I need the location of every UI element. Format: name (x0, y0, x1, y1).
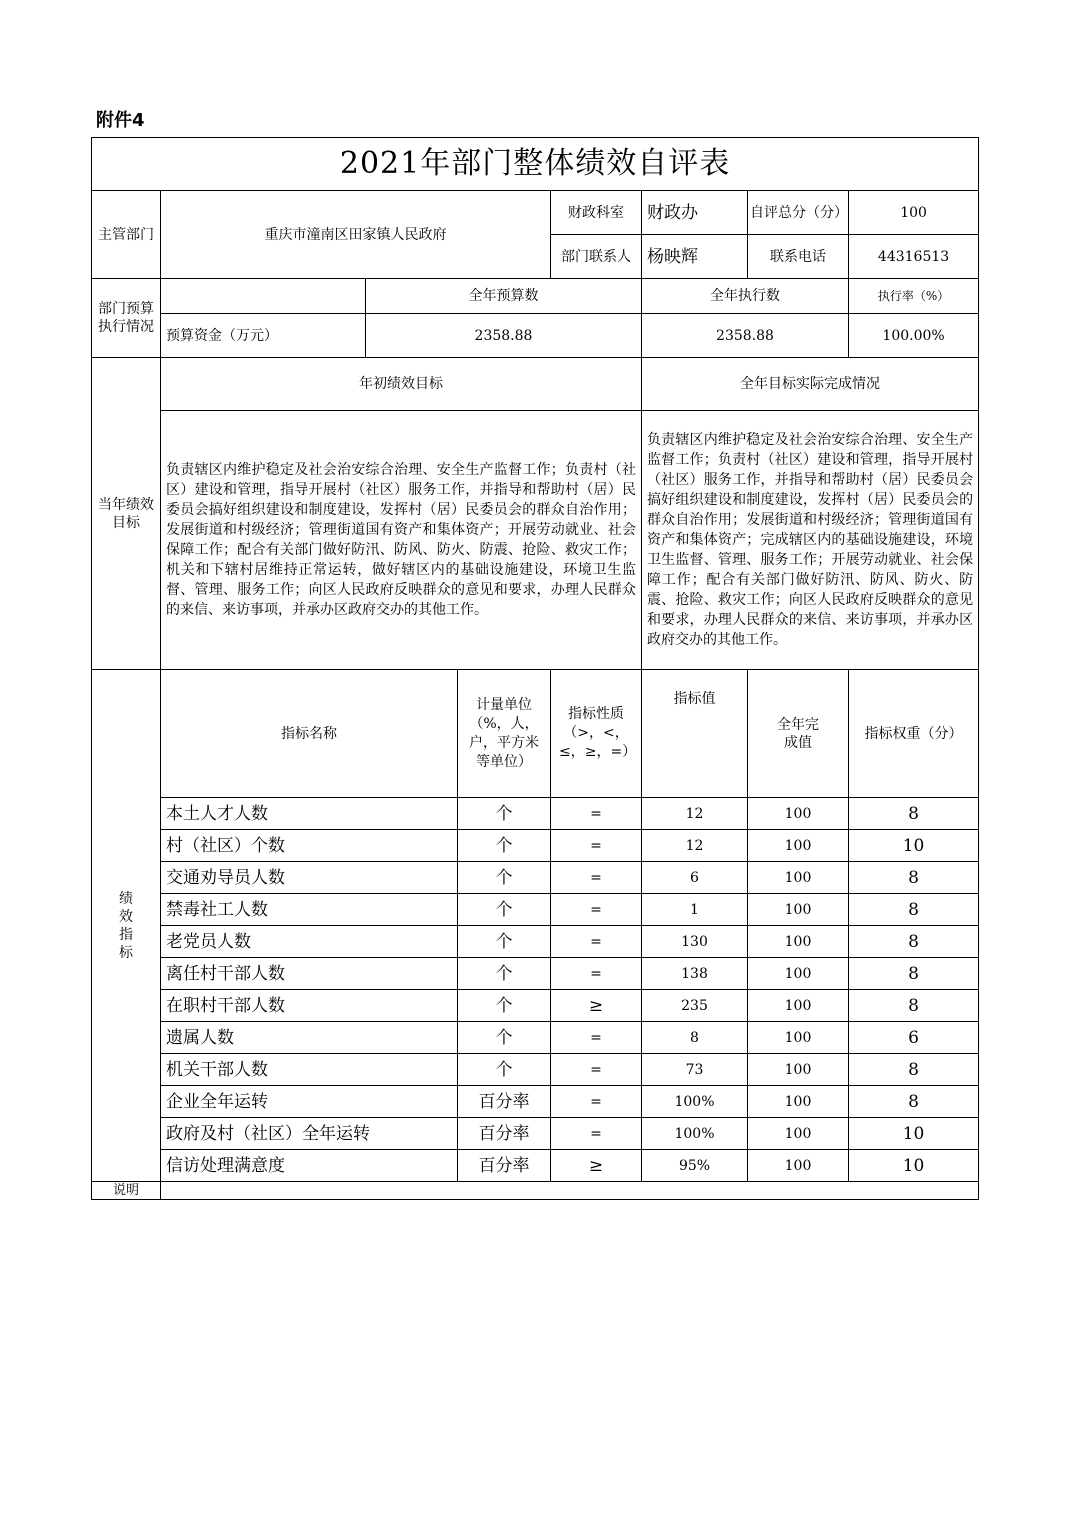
indicator-nature: = (551, 1086, 642, 1118)
indicator-name: 本土人才人数 (161, 798, 458, 830)
indicator-weight: 8 (849, 862, 979, 894)
header-nature: 指标性质（>，<，≤，≥，=） (551, 670, 642, 798)
indicator-unit: 百分率 (458, 1150, 551, 1182)
indicator-unit: 个 (458, 926, 551, 958)
phone-label: 联系电话 (748, 235, 849, 279)
indicator-name: 交通劝导员人数 (161, 862, 458, 894)
indicator-name: 禁毒社工人数 (161, 894, 458, 926)
indicator-value: 12 (642, 830, 748, 862)
table-row (92, 862, 979, 894)
dept-label: 主管部门 (92, 191, 161, 279)
table-row (92, 1150, 979, 1182)
indicator-nature: ≥ (551, 1150, 642, 1182)
indicator-completed: 100 (748, 958, 849, 990)
indicator-completed: 100 (748, 1054, 849, 1086)
indicator-value: 12 (642, 798, 748, 830)
indicator-completed: 100 (748, 990, 849, 1022)
indicator-value: 130 (642, 926, 748, 958)
indicator-unit: 个 (458, 958, 551, 990)
table-row (92, 894, 979, 926)
indicator-weight: 6 (849, 1022, 979, 1054)
performance-table (91, 137, 979, 1200)
indicator-unit: 百分率 (458, 1086, 551, 1118)
indicator-name: 离任村干部人数 (161, 958, 458, 990)
indicator-nature: = (551, 958, 642, 990)
indicator-value: 1 (642, 894, 748, 926)
indicator-unit: 个 (458, 1022, 551, 1054)
indicator-unit: 个 (458, 894, 551, 926)
indicator-completed: 100 (748, 1086, 849, 1118)
dept-name: 重庆市潼南区田家镇人民政府 (161, 191, 551, 279)
col-actual-header: 全年目标实际完成情况 (642, 358, 979, 411)
budget-empty-cell (161, 279, 366, 314)
indicator-weight: 10 (849, 830, 979, 862)
header-value: 指标值 (642, 670, 748, 798)
indicator-unit: 个 (458, 830, 551, 862)
rate-value: 100.00% (849, 314, 979, 358)
total-score-value: 100 (849, 191, 979, 235)
indicator-unit: 个 (458, 1054, 551, 1086)
indicator-nature: = (551, 1118, 642, 1150)
actual-goals-text: 负责辖区内维护稳定及社会治安综合治理、安全生产监督工作；负责村（社区）建设和管理，指导开展村（社区）服务工作，并指导和帮助村（居）民委员会搞好组织建设和制度建设，发挥村（居）民委员会的群众自治作用；发展街道和村级经济；管理街道国有资产和集体资产；完成辖区内的基础设施建设，环境卫生监督、管理、服务工作；开展劳动就业、社会保障工作；配合有关部门做好防汛、防风、防火、防震、抢险、救灾工作；向区人民政府反映群众的意见和要求，办理人民群众的来信、来访事项，并承办区政府交办的其他工作。 (642, 411, 979, 670)
indicator-name: 信访处理满意度 (161, 1150, 458, 1182)
indicator-value: 100% (642, 1086, 748, 1118)
col-rate-header: 执行率（%） (849, 279, 979, 314)
indicator-weight: 8 (849, 798, 979, 830)
indicator-nature: = (551, 830, 642, 862)
attachment-label: 附件4 (96, 110, 145, 131)
indicator-nature: ≥ (551, 990, 642, 1022)
header-indicator-name: 指标名称 (161, 670, 458, 798)
indicator-value: 235 (642, 990, 748, 1022)
table-title: 2021年部门整体绩效自评表 (92, 138, 979, 191)
table-row (92, 830, 979, 862)
indicator-weight: 8 (849, 926, 979, 958)
indicator-completed: 100 (748, 1022, 849, 1054)
indicator-completed: 100 (748, 926, 849, 958)
indicator-value: 138 (642, 958, 748, 990)
table-row (92, 1022, 979, 1054)
indicator-completed: 100 (748, 862, 849, 894)
table-row (92, 1086, 979, 1118)
table-row (92, 990, 979, 1022)
indicator-weight: 8 (849, 958, 979, 990)
table-row (92, 798, 979, 830)
budget-value: 2358.88 (366, 314, 642, 358)
indicator-nature: = (551, 1054, 642, 1086)
indicator-unit: 个 (458, 798, 551, 830)
table-row (92, 926, 979, 958)
budget-label: 部门预算执行情况 (92, 279, 161, 358)
contact-value: 杨映辉 (642, 235, 748, 279)
header-weight: 指标权重（分） (849, 670, 979, 798)
col-executed-header: 全年执行数 (642, 279, 849, 314)
col-initial-header: 年初绩效目标 (161, 358, 642, 411)
initial-goals-text: 负责辖区内维护稳定及社会治安综合治理、安全生产监督工作；负责村（社区）建设和管理，指导开展村（社区）服务工作，并指导和帮助村（居）民委员会搞好组织建设和制度建设，发挥村（居）民委员会的群众自治作用；发展街道和村级经济；管理街道国有资产和集体资产；开展劳动就业、社会保障工作；配合有关部门做好防汛、防风、防火、防震、抢险、救灾工作；机关和下辖村居维持正常运转，做好辖区内的基础设施建设，环境卫生监督、管理、服务工作；向区人民政府反映群众的意见和要求，办理人民群众的来信、来访事项，并承办区政府交办的其他工作。 (161, 411, 642, 670)
indicator-nature: = (551, 862, 642, 894)
indicator-weight: 10 (849, 1118, 979, 1150)
header-completed: 全年完成值 (748, 670, 849, 798)
total-score-label: 自评总分（分） (748, 191, 849, 235)
goals-label: 当年绩效目标 (92, 358, 161, 670)
finance-section-value: 财政办 (642, 191, 748, 235)
budget-row-label: 预算资金（万元） (161, 314, 366, 358)
col-budget-header: 全年预算数 (366, 279, 642, 314)
header-unit: 计量单位（%，人，户，平方米等单位） (458, 670, 551, 798)
indicator-nature: = (551, 1022, 642, 1054)
indicator-unit: 个 (458, 990, 551, 1022)
indicator-weight: 8 (849, 894, 979, 926)
indicator-nature: = (551, 798, 642, 830)
indicator-name: 机关干部人数 (161, 1054, 458, 1086)
indicator-nature: = (551, 926, 642, 958)
note-value (161, 1182, 979, 1200)
contact-label: 部门联系人 (551, 235, 642, 279)
indicator-name: 在职村干部人数 (161, 990, 458, 1022)
indicator-completed: 100 (748, 1118, 849, 1150)
indicator-unit: 百分率 (458, 1118, 551, 1150)
indicator-completed: 100 (748, 1150, 849, 1182)
indicator-weight: 8 (849, 1086, 979, 1118)
indicator-name: 政府及村（社区）全年运转 (161, 1118, 458, 1150)
table-row (92, 958, 979, 990)
indicator-value: 73 (642, 1054, 748, 1086)
table-row (92, 1118, 979, 1150)
indicator-name: 企业全年运转 (161, 1086, 458, 1118)
indicator-name: 老党员人数 (161, 926, 458, 958)
executed-value: 2358.88 (642, 314, 849, 358)
note-label: 说明 (92, 1182, 161, 1200)
indicator-value: 8 (642, 1022, 748, 1054)
indicator-value: 100% (642, 1118, 748, 1150)
phone-value: 44316513 (849, 235, 979, 279)
indicator-value: 95% (642, 1150, 748, 1182)
indicator-name: 村（社区）个数 (161, 830, 458, 862)
indicator-name: 遗属人数 (161, 1022, 458, 1054)
indicator-completed: 100 (748, 894, 849, 926)
indicator-nature: = (551, 894, 642, 926)
finance-section-label: 财政科室 (551, 191, 642, 235)
indicator-weight: 10 (849, 1150, 979, 1182)
table-row (92, 1054, 979, 1086)
indicator-completed: 100 (748, 830, 849, 862)
indicator-unit: 个 (458, 862, 551, 894)
indicator-value: 6 (642, 862, 748, 894)
indicator-completed: 100 (748, 798, 849, 830)
indicator-weight: 8 (849, 990, 979, 1022)
indicators-label: 绩效指标 (92, 670, 161, 1182)
indicator-weight: 8 (849, 1054, 979, 1086)
